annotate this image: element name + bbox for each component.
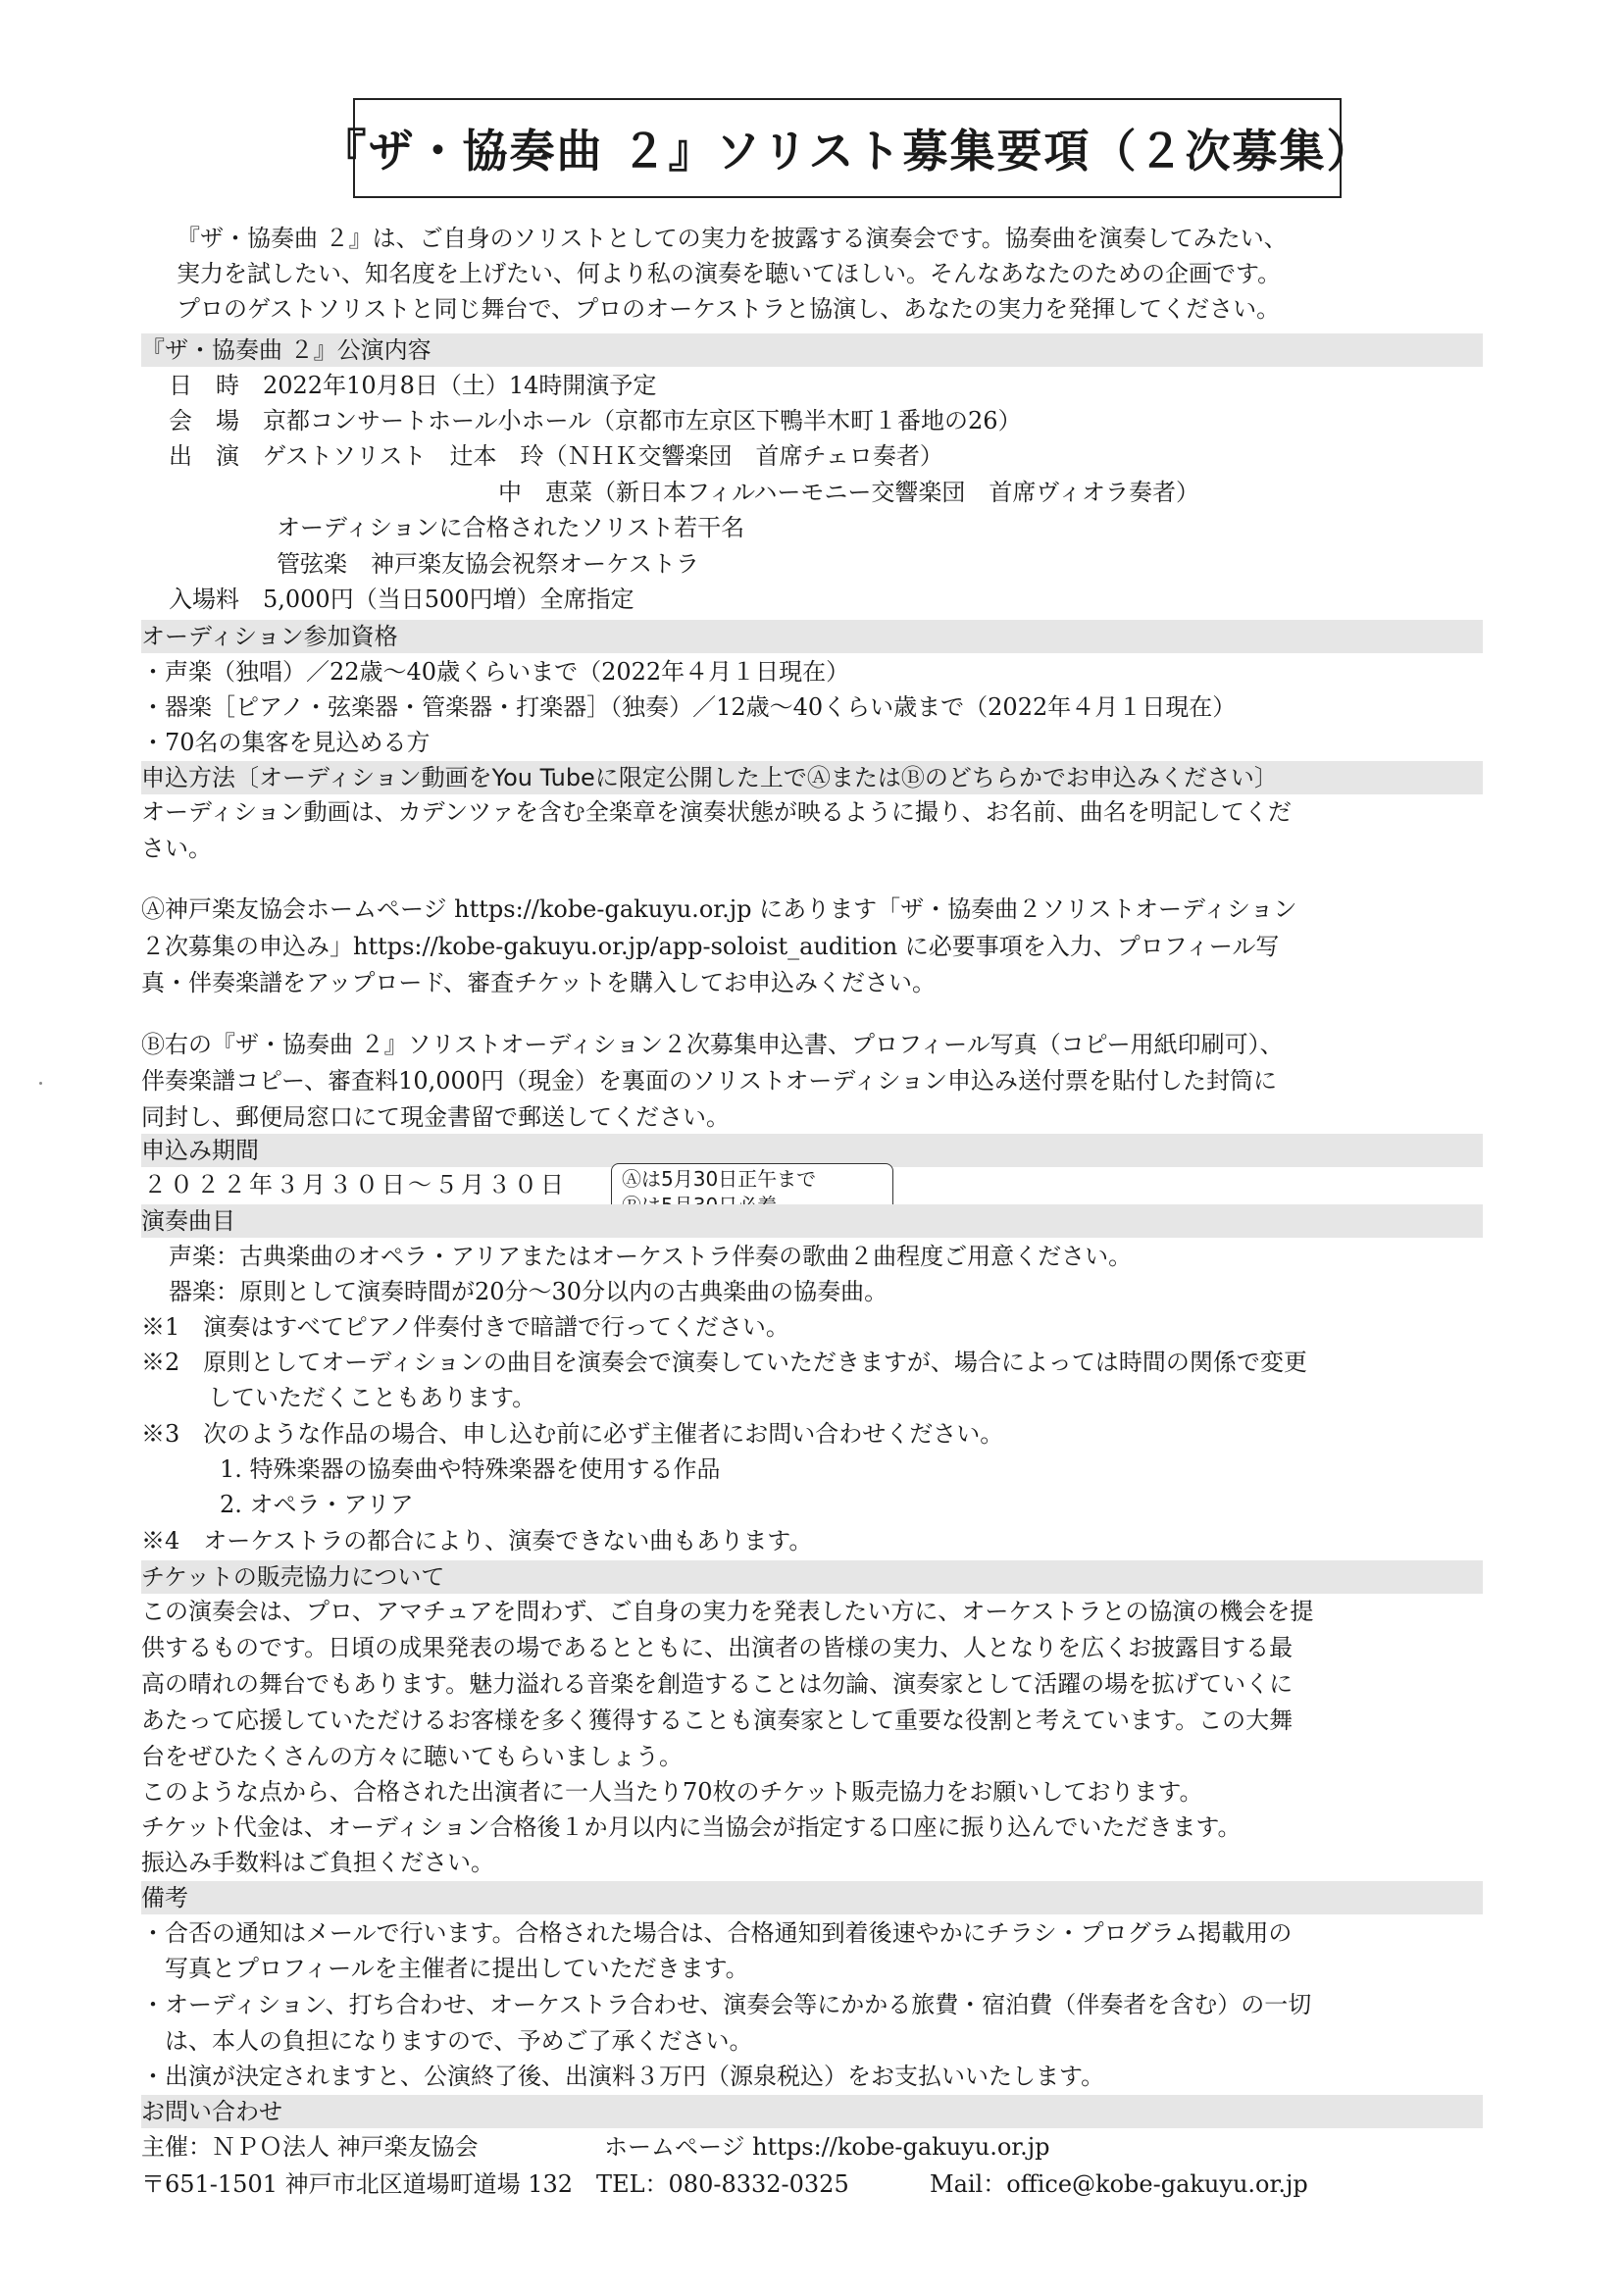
eligibility-instrumental: ・器楽［ピアノ・弦楽器・管楽器・打楽器］（独奏）／12歳～40くらい歳まで（2022年４月１日現在） xyxy=(141,693,1237,721)
section-contact-heading: お問い合わせ xyxy=(141,2095,1483,2128)
scan-speck xyxy=(39,1082,42,1085)
eligibility-audience: ・70名の集客を見込める方 xyxy=(141,729,431,756)
concert-performers: 出 演 ゲストソリスト 辻本 玲（ＮＨＫ交響楽団 首席チェロ奏者） xyxy=(169,442,943,470)
apply-b-line: 伴奏楽譜コピー、審査料10,000円（現金）を裏面のソリストオーディション申込み送付票を貼付した封筒に xyxy=(141,1067,1277,1095)
apply-b-line: Ⓑ右の『ザ・協奏曲 ２』ソリストオーディション２次募集申込書、プロフィール写真（コピー用紙印刷可）、 xyxy=(141,1031,1284,1058)
repertoire-instrumental: 器楽：原則として演奏時間が20分～30分以内の古典楽曲の協奏曲。 xyxy=(169,1278,888,1305)
remarks-line: ・合否の通知はメールで行います。合格された場合は、合格通知到着後速やかにチラシ・プログラム掲載用の xyxy=(141,1919,1293,1947)
apply-a-line: ２次募集の申込み」https://kobe-gakuyu.or.jp/app-soloist_audition に必要事項を入力、プロフィール写 xyxy=(141,933,1280,960)
concert-orchestra: 管弦楽 神戸楽友協会祝祭オーケストラ xyxy=(277,550,700,578)
repertoire-note-2: ※2 原則としてオーディションの曲目を演奏会で演奏していただきますが、場合によっては時間の関係で変更 xyxy=(141,1349,1307,1376)
eligibility-vocal: ・声楽（独唱）／22歳～40歳くらいまで（2022年４月１日現在） xyxy=(141,658,850,686)
apply-video-line: さい。 xyxy=(141,835,212,862)
tickets-line: この演奏会は、プロ、アマチュアを問わず、ご自身の実力を発表したい方に、オーケストラとの協演の機会を提 xyxy=(141,1598,1314,1625)
title-box xyxy=(321,98,1374,198)
repertoire-note-4: ※4 オーケストラの都合により、演奏できない曲もあります。 xyxy=(141,1527,813,1555)
section-remarks-heading: 備考 xyxy=(141,1881,1483,1914)
contact-address: 〒651-1501 神戸市北区道場町道場 132 TEL：080-8332-0325 xyxy=(141,2170,849,2198)
remarks-line: は、本人の負担になりますので、予めご了承ください。 xyxy=(165,2027,753,2055)
tickets-line: 高の晴れの舞台でもあります。魅力溢れる音楽を創造することは勿論、演奏家として活躍の場を拡げていくに xyxy=(141,1670,1294,1698)
repertoire-note-3: ※3 次のような作品の場合、申し込む前に必ず主催者にお問い合わせください。 xyxy=(141,1420,1004,1448)
apply-b-line: 同封し、郵便局窓口にて現金書留で郵送してください。 xyxy=(141,1103,730,1131)
remarks-line: ・オーディション、打ち合わせ、オーケストラ合わせ、演奏会等にかかる旅費・宿泊費（伴奏者を含む）の一切 xyxy=(141,1991,1312,2018)
section-period-heading: 申込み期間 xyxy=(141,1134,1483,1167)
repertoire-note-3-item-1: 1. 特殊楽器の協奏曲や特殊楽器を使用する作品 xyxy=(220,1455,721,1483)
tickets-line: 供するものです。日頃の成果発表の場であるとともに、出演者の皆様の実力、人となりを広くお披露目する最 xyxy=(141,1634,1294,1661)
repertoire-note-1: ※1 演奏はすべてピアノ伴奏付きで暗譜で行ってください。 xyxy=(141,1313,789,1341)
tickets-line: 振込み手数料はご負担ください。 xyxy=(141,1849,494,1876)
tickets-line: このような点から、合格された出演者に一人当たり70枚のチケット販売協力をお願いしております。 xyxy=(141,1778,1203,1806)
intro-line: 実力を試したい、知名度を上げたい、何より私の演奏を聴いてほしい。そんなあなたのための企画です。 xyxy=(177,260,1282,287)
concert-admission: 入場料 5,000円（当日500円増）全席指定 xyxy=(169,586,634,613)
apply-a-line: 真・伴奏楽譜をアップロード、審査チケットを購入してお申込みください。 xyxy=(141,969,936,996)
section-tickets-heading: チケットの販売協力について xyxy=(141,1560,1483,1594)
concert-venue: 会 場 京都コンサートホール小ホール（京都市左京区下鴨半木町１番地の26） xyxy=(169,407,1022,434)
concert-guest-2: 中 恵菜（新日本フィルハーモニー交響楽団 首席ヴィオラ奏者） xyxy=(498,479,1199,506)
page-title: 『ザ・協奏曲 ２』ソリスト募集要項（２次募集） xyxy=(321,125,1374,178)
repertoire-vocal: 声楽：古典楽曲のオペラ・アリアまたはオーケストラ伴奏の歌曲２曲程度ご用意ください。 xyxy=(169,1243,1133,1270)
tickets-line: あたって応援していただけるお客様を多く獲得することも演奏家として重要な役割と考えています。この大舞 xyxy=(141,1707,1294,1734)
concert-soloists: オーディションに合格されたソリスト若干名 xyxy=(277,514,745,541)
section-apply-heading: 申込方法〔オーディション動画をYou Tubeに限定公開した上でⒶまたはⒷのどちらかでお申込みください〕 xyxy=(141,761,1483,794)
section-repertoire-heading: 演奏曲目 xyxy=(141,1204,1483,1238)
contact-mail: Mail：office@kobe-gakuyu.or.jp xyxy=(930,2170,1308,2198)
contact-organizer: 主催：ＮＰＯ法人 神戸楽友協会 xyxy=(141,2133,479,2161)
repertoire-note-2-cont: していただくこともあります。 xyxy=(208,1384,536,1411)
section-concert-heading: 『ザ・協奏曲 ２』公演内容 xyxy=(141,333,1483,367)
tickets-line: 台をぜひたくさんの方々に聴いてもらいましょう。 xyxy=(141,1743,683,1770)
section-eligibility-heading: オーディション参加資格 xyxy=(141,620,1483,653)
contact-homepage: ホームページ https://kobe-gakuyu.or.jp xyxy=(604,2133,1050,2161)
apply-a-line: Ⓐ神戸楽友協会ホームページ https://kobe-gakuyu.or.jp にあります「ザ・協奏曲２ソリストオーディション xyxy=(141,895,1297,923)
intro-line: プロのゲストソリストと同じ舞台で、プロのオーケストラと協演し、あなたの実力を発揮してください。 xyxy=(177,295,1281,323)
tickets-line: チケット代金は、オーディション合格後１か月以内に当協会が指定する口座に振り込んでいただきます。 xyxy=(141,1813,1242,1841)
concert-date: 日 時 2022年10月8日（土）14時開演予定 xyxy=(169,372,657,399)
repertoire-note-3-item-2: 2. オペラ・アリア xyxy=(220,1491,414,1518)
deadline-a: Ⓐは5月30日正午まで xyxy=(622,1167,817,1191)
period-dates: ２０２２年３月３０日～５月３０日 xyxy=(143,1171,567,1198)
remarks-line: 写真とプロフィールを主催者に提出していただきます。 xyxy=(165,1955,749,1982)
apply-video-line: オーディション動画は、カデンツァを含む全楽章を演奏状態が映るように撮り、お名前、曲名を明記してくだ xyxy=(141,798,1292,826)
intro-line: 『ザ・協奏曲 ２』は、ご自身のソリストとしての実力を披露する演奏会です。協奏曲を演奏してみたい、 xyxy=(177,225,1288,252)
remarks-line: ・出演が決定されますと、公演終了後、出演料３万円（源泉税込）をお支払いいたします。 xyxy=(141,2063,1105,2090)
